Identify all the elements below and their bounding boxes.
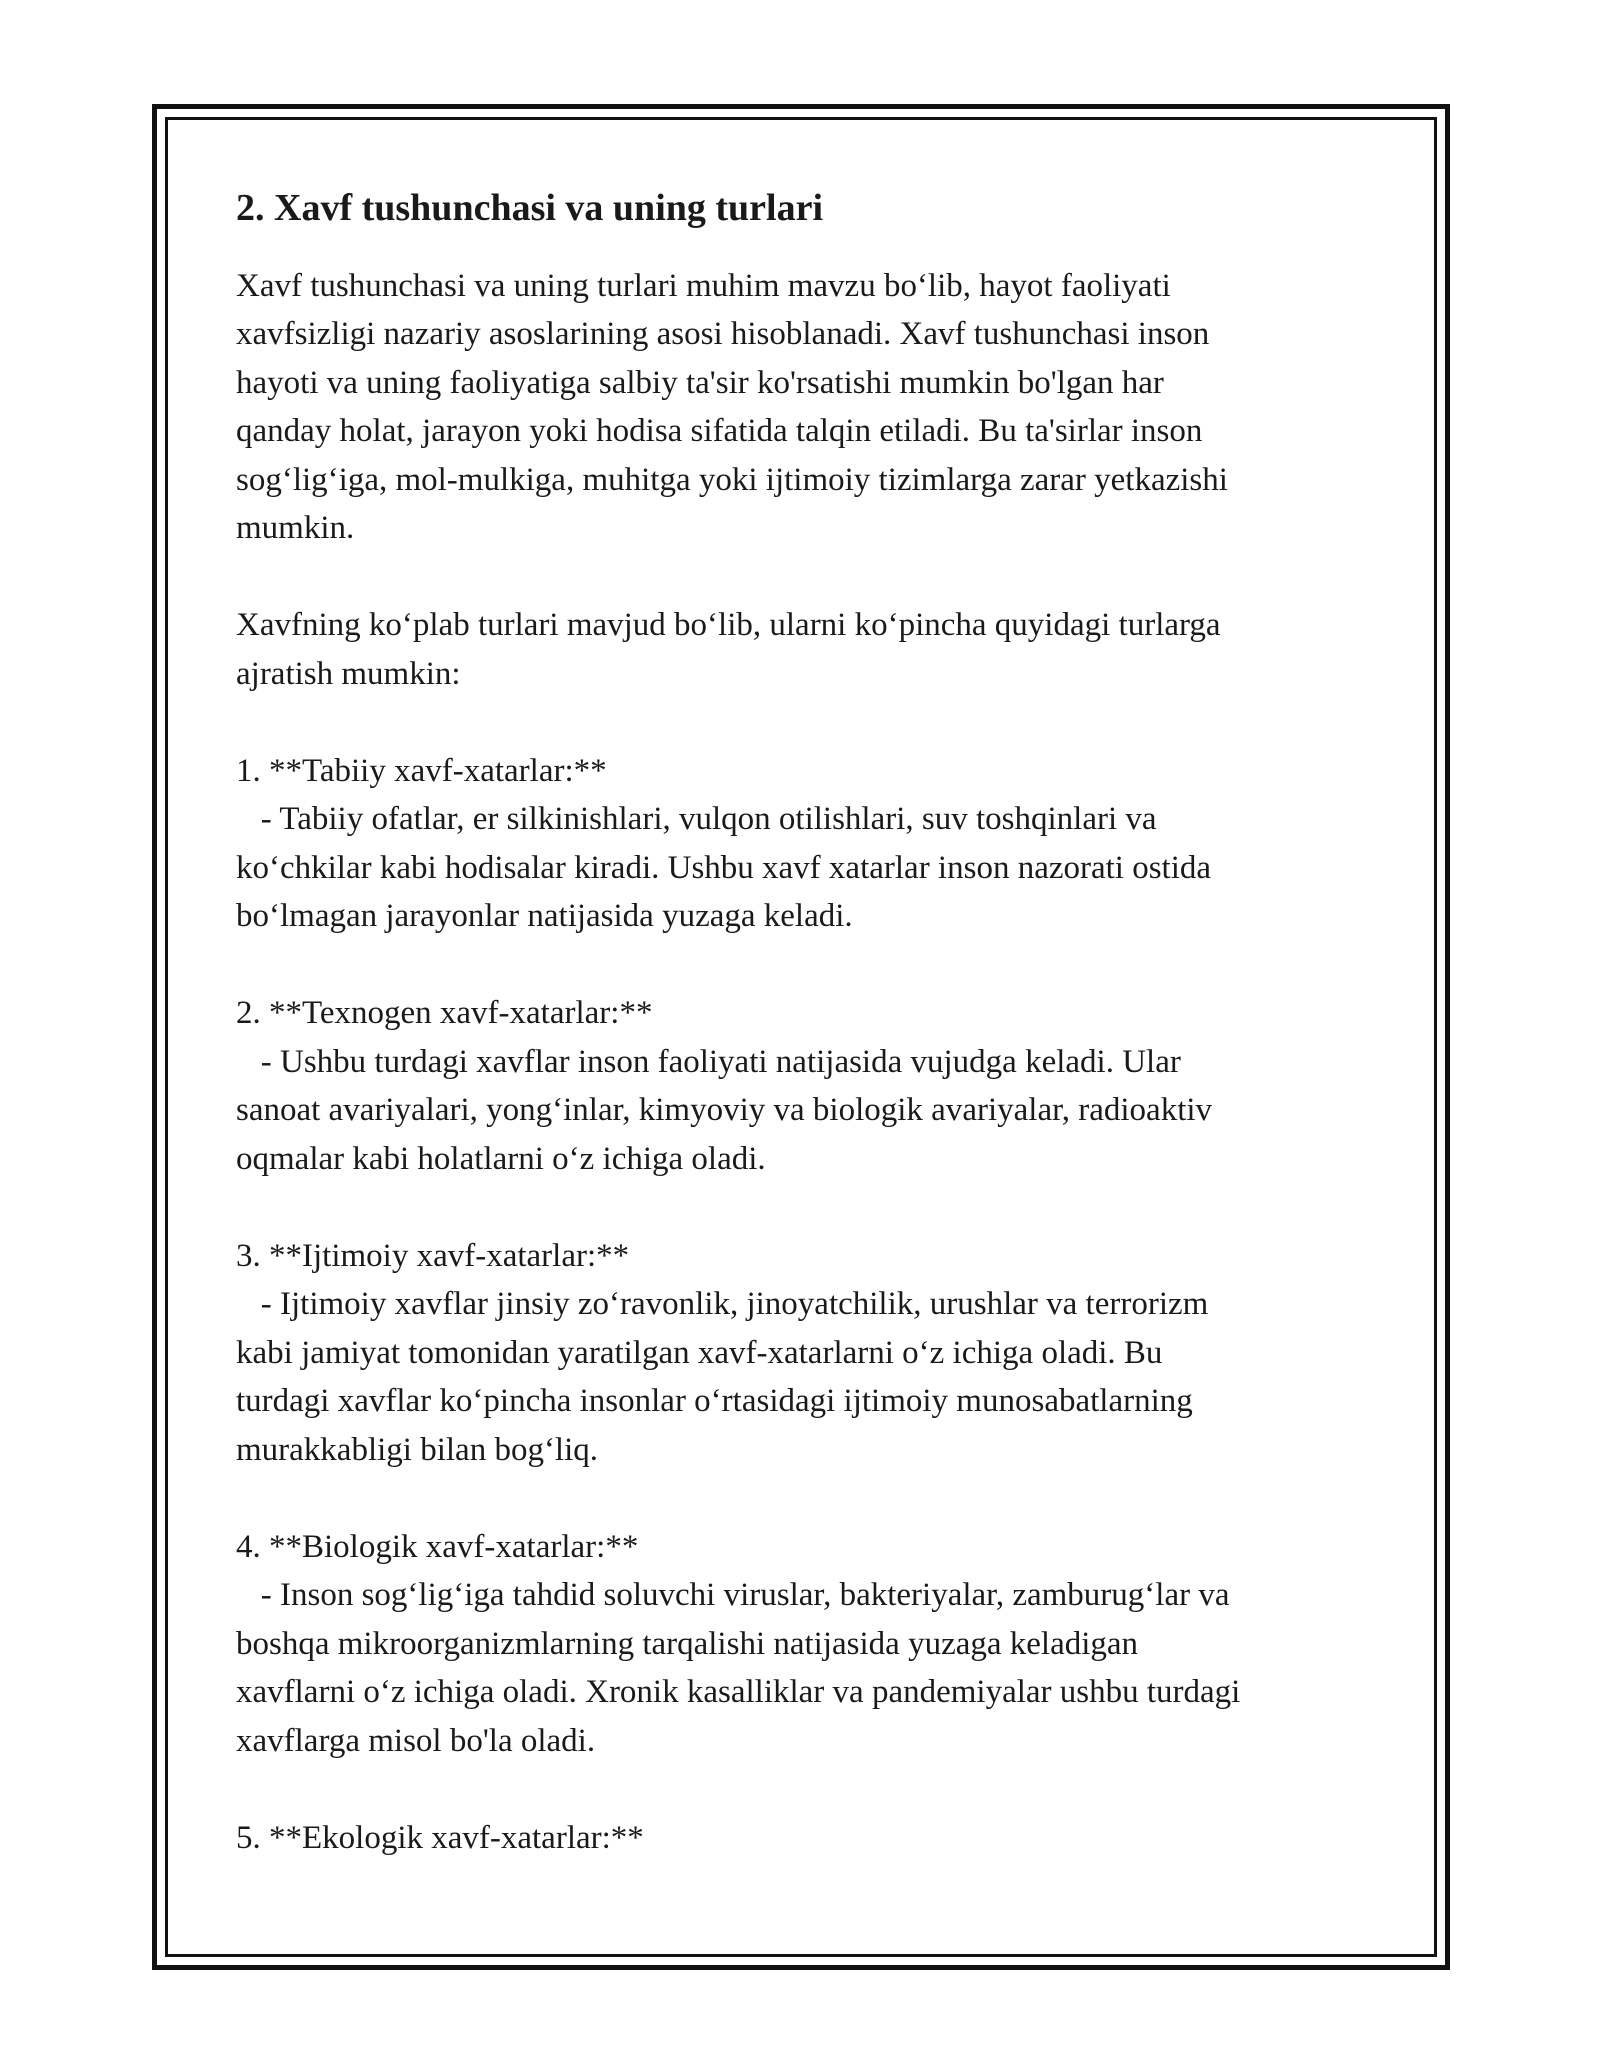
document-body [236,186,1376,1862]
types-intro-paragraph: Xavfning ko‘plab turlari mavjud bo‘lib, ularni ko‘pincha quyidagi turlarga ajratish mumkin: [236,607,1221,692]
section-title: 2. Xavf tushunchasi va uning turlari [236,187,824,229]
paragraph-spacer [236,698,1376,747]
paragraph-spacer [236,1183,1376,1232]
paragraph-spacer [236,553,1376,602]
list-item-social: 3. **Ijtimoiy xavf-xatarlar:** - Ijtimoiy xavflar jinsiy zo‘ravonlik, jinoyatchilik, urushlar va terrorizm kabi jamiyat tomonidan yaratilgan xavf-xatarlarni o‘z ichiga oladi. Bu turdagi xavflar ko‘pincha insonlar o‘rtasidagi ijtimoiy munosabatlarning murakkabligi bilan bog‘liq. [236,1237,1209,1468]
list-item-technogenic: 2. **Texnogen xavf-xatarlar:** - Ushbu turdagi xavflar inson faoliyati natijasida vujudga keladi. Ular sanoat avariyalari, yong‘inlar, kimyoviy va biologik avariyalar, radioaktiv oqmalar kabi holatlarni o‘z ichiga oladi. [236,995,1213,1177]
paragraph-spacer [236,941,1376,990]
intro-paragraph: Xavf tushunchasi va uning turlari muhim mavzu bo‘lib, hayot faoliyati xavfsizligi nazariy asoslarining asosi hisoblanadi. Xavf tushunchasi inson hayoti va uning faoliyatiga salbiy ta'sir ko'rsatishi mumkin bo'lgan har qanday holat, jarayon yoki hodisa sifatida talqin etiladi. Bu ta'sirlar inson sog‘lig‘iga, mol-mulkiga, muhitga yoki ijtimoiy tizimlarga zarar yetkazishi mumkin. [236,267,1228,547]
paragraph-spacer [236,1474,1376,1523]
list-item-natural: 1. **Tabiiy xavf-xatarlar:** - Tabiiy ofatlar, er silkinishlari, vulqon otilishlari, suv toshqinlari va ko‘chkilar kabi hodisalar kiradi. Ushbu xavf xatarlar inson nazorati ostida bo‘lmagan jarayonlar natijasida yuzaga keladi. [236,752,1212,935]
list-item-ecological: 5. **Ekologik xavf-xatarlar:** [236,1819,644,1856]
list-item-biological: 4. **Biologik xavf-xatarlar:** - Inson sog‘lig‘iga tahdid soluvchi viruslar, bakteriyalar, zamburug‘lar va boshqa mikroorganizmlarning tarqalishi natijasida yuzaga keladigan xavflarni o‘z ichiga oladi. Xronik kasalliklar va pandemiyalar ushbu turdagi xavflarga misol bo'la oladi. [236,1528,1241,1759]
paragraph-spacer [236,1765,1376,1814]
